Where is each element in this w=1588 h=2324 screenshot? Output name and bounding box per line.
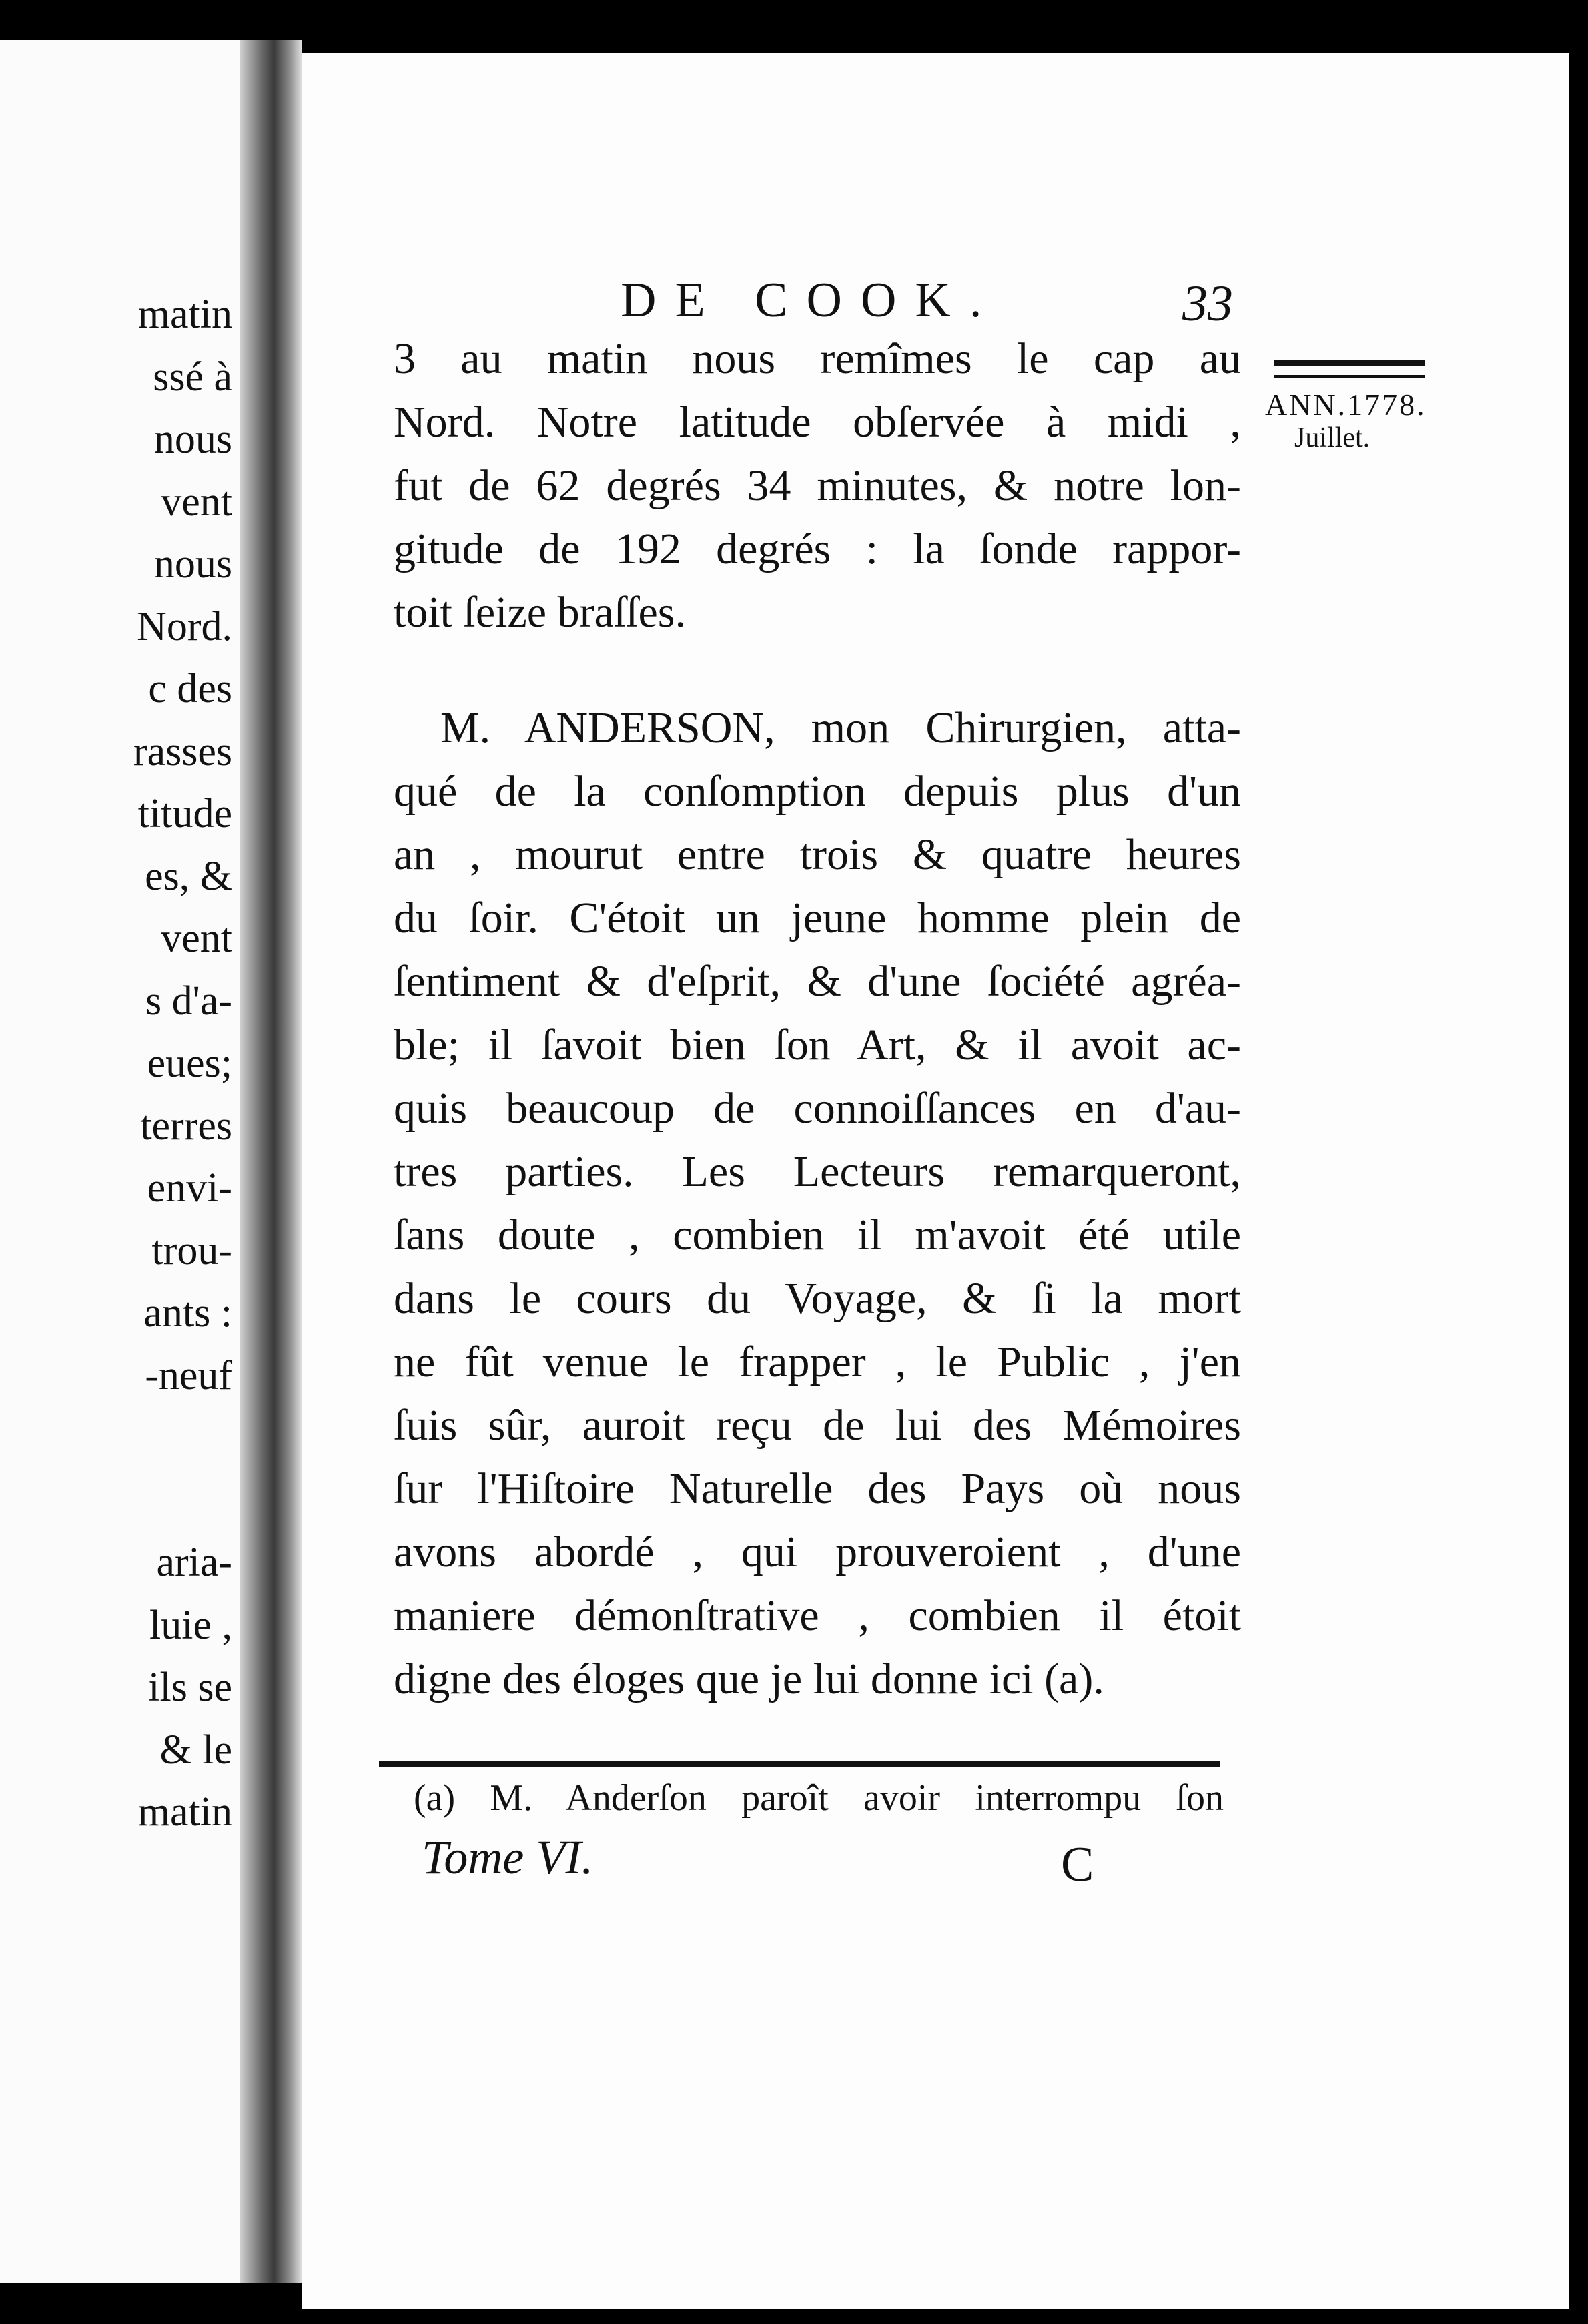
text-line: tres parties. Les Lecteurs remarqueront, (394, 1147, 1241, 1196)
text-line: M. ANDERSON, mon Chirurgien, atta- (440, 703, 1241, 752)
page-number: 33 (1182, 276, 1233, 332)
text-line: ſur l'Hiſtoire Naturelle des Pays où nous (394, 1464, 1241, 1513)
margin-note-month: Juillet. (1294, 422, 1370, 453)
left-page-fragment: ssé à (153, 354, 232, 400)
text-line: toit ſeize braſſes. (394, 588, 686, 637)
left-page-fragment: matin (137, 1789, 232, 1835)
left-page-fragment: rasses (133, 728, 232, 774)
text-line: an , mourut entre trois & quatre heures (394, 830, 1241, 879)
margin-rule (1274, 360, 1425, 378)
text-line: ſans doute , combien il m'avoit été utile (394, 1211, 1241, 1259)
text-line: digne des éloges que je lui donne ici (a). (394, 1655, 1104, 1703)
book-gutter (240, 40, 302, 2283)
text-line: quis beaucoup de connoiſſances en d'au- (394, 1084, 1241, 1133)
text-line: du ſoir. C'étoit un jeune homme plein de (394, 894, 1241, 942)
text-line: avons abordé , qui prouveroient , d'une (394, 1528, 1241, 1576)
left-page-fragment: -neuf (145, 1352, 232, 1398)
margin-note-year: ANN.1778. (1265, 388, 1427, 422)
text-line: ble; il ſavoit bien ſon Art, & il avoit ac- (394, 1021, 1241, 1069)
text-line: maniere démonſtrative , combien il étoit (394, 1591, 1241, 1640)
left-page-fragment: matin (137, 292, 232, 337)
text-line: 3 au matin nous remîmes le cap au (394, 334, 1241, 383)
volume-signature: Tome VI. (422, 1831, 594, 1884)
text-line: ſuis sûr, auroit reçu de lui des Mémoires (394, 1401, 1241, 1450)
left-page-fragment: Nord. (137, 603, 232, 649)
left-page-fragment: trou- (151, 1227, 232, 1273)
left-page-fragment: eues; (147, 1041, 232, 1086)
left-page-fragment: titude (137, 791, 232, 836)
signature-mark: C (1061, 1837, 1094, 1892)
running-title: DE COOK. (621, 273, 1001, 328)
left-page-fragment: nous (153, 541, 232, 587)
text-line: fut de 62 degrés 34 minutes, & notre lon- (394, 461, 1241, 510)
left-page-fragment: luie , (149, 1602, 232, 1648)
left-page-fragment: terres (140, 1103, 232, 1149)
footnote-rule (379, 1761, 1220, 1767)
text-line: dans le cours du Voyage, & ſi la mort (394, 1274, 1241, 1323)
left-page-fragment: vent (161, 916, 232, 961)
left-page-fragment: aria- (156, 1540, 232, 1585)
text-line: qué de la conſomption depuis plus d'un (394, 767, 1241, 816)
left-page-fragment: envi- (147, 1165, 232, 1211)
text-line: gitude de 192 degrés : la ſonde rappor- (394, 525, 1241, 573)
left-page-fragment: s d'a- (145, 978, 232, 1024)
left-page-fragment: & le (159, 1727, 232, 1773)
left-page-fragment: nous (153, 416, 232, 462)
text-line: ne fût venue le frapper , le Public , j'en (394, 1338, 1241, 1386)
left-page-edge (0, 40, 240, 2283)
footnote: (a) M. Anderſon paroît avoir interrompu ſon (414, 1777, 1224, 1819)
text-line: Nord. Notre latitude obſervée à midi , (394, 398, 1241, 447)
left-page-fragment: vent (161, 479, 232, 525)
left-page-fragment: c des (148, 666, 232, 711)
left-page-fragment: ants : (143, 1290, 232, 1336)
left-page-fragment: es, & (145, 853, 232, 899)
text-line: ſentiment & d'eſprit, & d'une ſociété agréa- (394, 957, 1241, 1006)
left-page-fragment: ils se (148, 1665, 232, 1710)
